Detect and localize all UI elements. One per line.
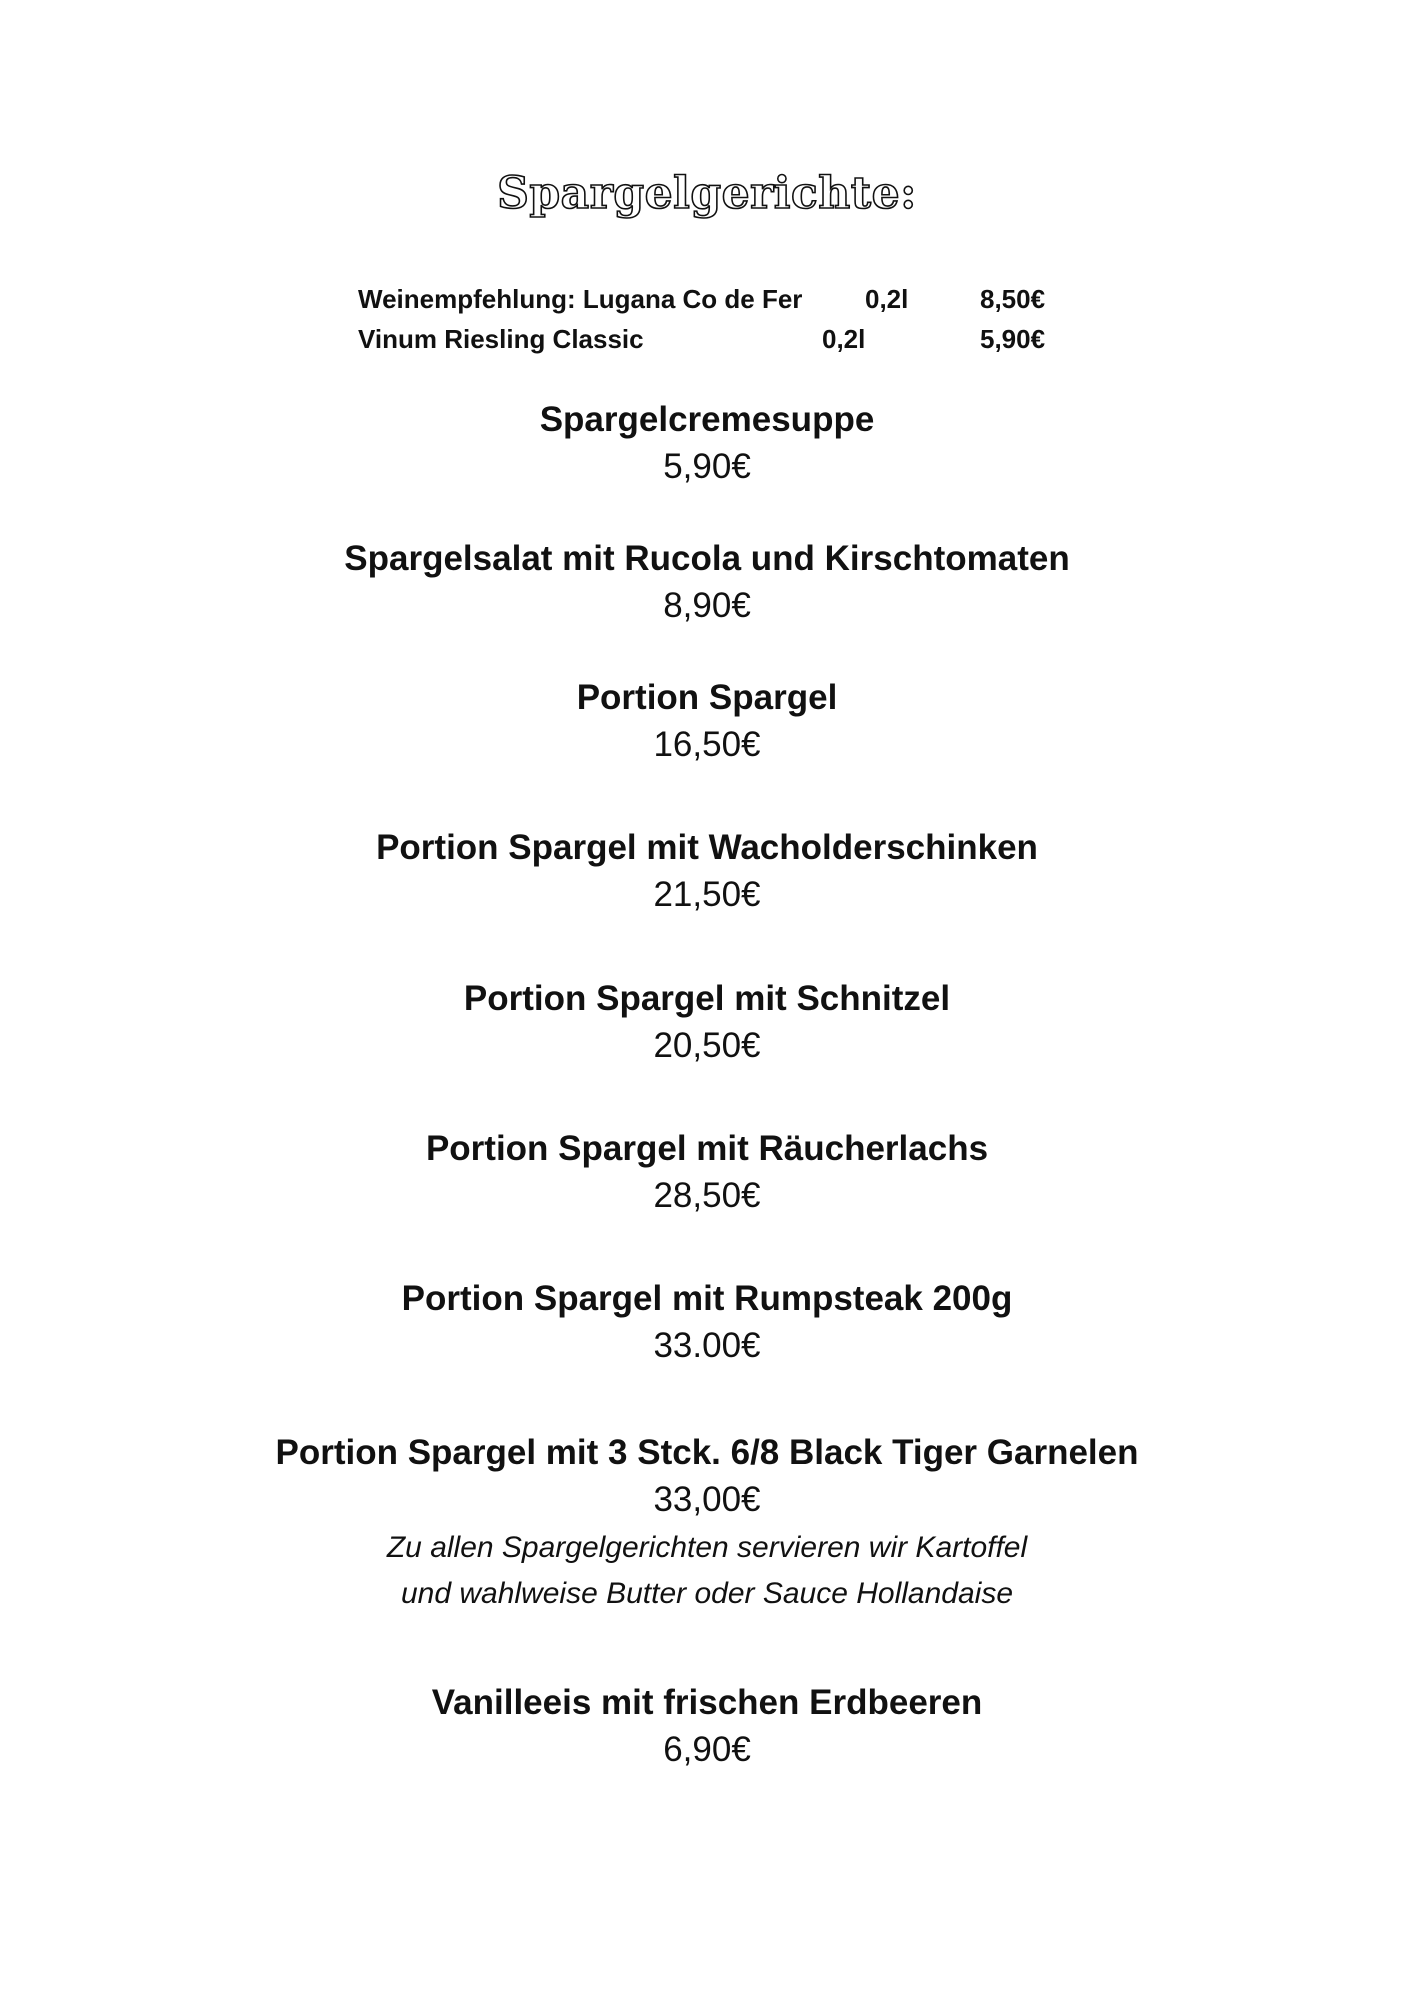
dish-price: 20,50€ bbox=[653, 1026, 761, 1065]
dish-name: Portion Spargel mit Wacholderschinken bbox=[376, 828, 1038, 867]
dish-price: 16,50€ bbox=[653, 725, 761, 764]
dish-price: 5,90€ bbox=[663, 447, 751, 486]
wine-volume: 0,2l bbox=[865, 284, 909, 314]
dish-name: Spargelsalat mit Rucola und Kirschtomaten bbox=[344, 539, 1070, 578]
dish-name: Portion Spargel mit Räucherlachs bbox=[425, 1129, 989, 1168]
wine-label: Weinempfehlung: Lugana Co de Fer bbox=[358, 284, 803, 314]
dish-price: 33,00€ bbox=[653, 1480, 761, 1519]
dish-price: 21,50€ bbox=[653, 875, 761, 914]
wine-label: Vinum Riesling Classic bbox=[358, 324, 644, 354]
dish-item bbox=[0, 1277, 1414, 1371]
dish-name: Vanilleeis mit frischen Erdbeeren bbox=[431, 1683, 983, 1722]
dish-name: Portion Spargel mit Schnitzel bbox=[463, 979, 951, 1018]
page-title: Spargelgerichte: bbox=[497, 168, 917, 219]
dish-item bbox=[0, 537, 1414, 631]
dish-price: 33.00€ bbox=[653, 1326, 761, 1365]
dish-item bbox=[0, 676, 1414, 770]
dish-item bbox=[0, 398, 1414, 492]
dish-item bbox=[0, 1681, 1414, 1775]
dish-name: Spargelcremesuppe bbox=[539, 400, 875, 439]
dish-price: 8,90€ bbox=[663, 586, 751, 625]
dish-price: 28,50€ bbox=[653, 1176, 761, 1215]
dish-item bbox=[0, 1127, 1414, 1221]
dish-price: 6,90€ bbox=[663, 1730, 751, 1769]
wine-volume: 0,2l bbox=[822, 324, 866, 354]
side-dish-note: Zu allen Spargelgerichten servieren wir Kartoffel bbox=[386, 1531, 1028, 1564]
wine-price: 8,50€ bbox=[980, 284, 1046, 314]
dish-name: Portion Spargel mit 3 Stck. 6/8 Black Tiger Garnelen bbox=[275, 1433, 1139, 1472]
side-dish-note: und wahlweise Butter oder Sauce Hollandaise bbox=[400, 1577, 1014, 1610]
wine-price: 5,90€ bbox=[980, 324, 1046, 354]
dish-item bbox=[0, 1431, 1414, 1617]
dish-item bbox=[0, 826, 1414, 920]
dish-name: Portion Spargel mit Rumpsteak 200g bbox=[401, 1279, 1013, 1318]
dish-name: Portion Spargel bbox=[576, 678, 838, 717]
dish-item bbox=[0, 977, 1414, 1071]
